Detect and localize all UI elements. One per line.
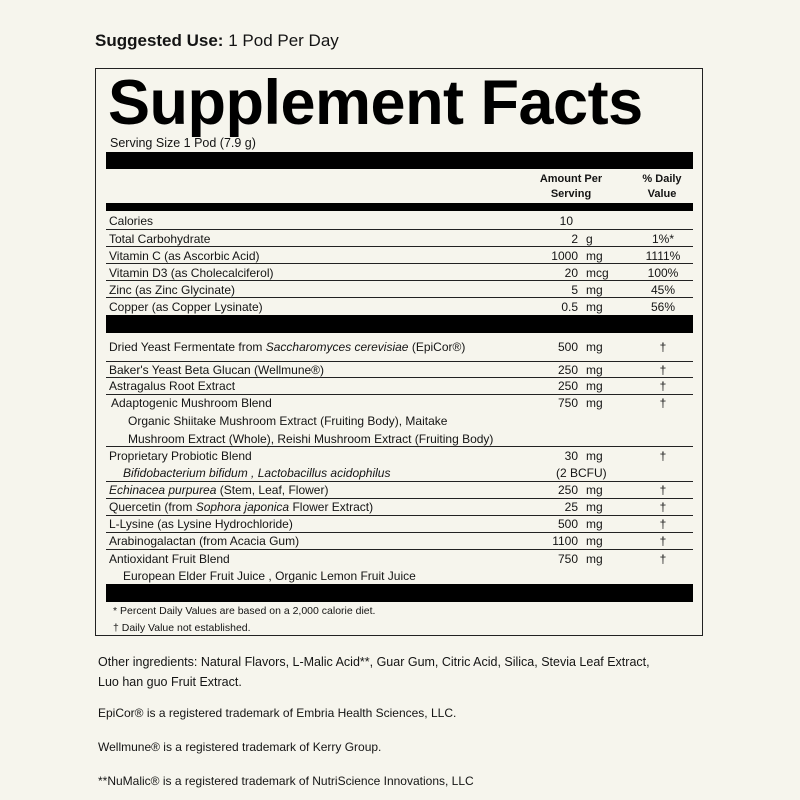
ingredient-row: [106, 549, 693, 583]
probiotic-cfu: (2 BCFU): [556, 466, 607, 480]
ingredient-unit: mg: [586, 363, 603, 377]
thick-divider: [106, 315, 693, 333]
ingredient-unit: mg: [586, 517, 603, 531]
nutrient-row: [106, 263, 693, 280]
nutrient-amount: 5: [571, 283, 578, 297]
nutrient-row: [106, 212, 693, 229]
ingredient-dv: †: [659, 500, 667, 514]
ingredient-row: [106, 377, 693, 394]
nutrient-dv: 1111%: [645, 249, 681, 263]
ingredient-row: [106, 481, 693, 498]
panel-title: Supplement Facts: [108, 68, 643, 138]
ingredient-row: [106, 515, 693, 532]
nutrient-name: Zinc (as Zinc Glycinate): [109, 283, 236, 297]
ingredient-source: Flower Extract): [289, 500, 374, 514]
footnote-dagger: † Daily Value not established.: [113, 622, 251, 634]
ingredient-amount: 250: [557, 363, 578, 377]
medium-divider: [106, 203, 693, 211]
nutrient-name: Copper (as Copper Lysinate): [109, 300, 263, 314]
ingredient-amount: 250: [557, 483, 578, 497]
ingredient-unit: mg: [586, 449, 603, 463]
nutrient-dv: 45%: [650, 283, 676, 297]
ingredient-amount: 1100: [552, 534, 578, 548]
ingredient-row: [106, 532, 693, 549]
ingredient-dv: †: [659, 396, 667, 410]
ingredient-name: L-Lysine (as Lysine Hydrochloride): [109, 517, 293, 531]
nutrient-amount: 10: [559, 214, 573, 228]
ingredient-amount: 750: [557, 396, 578, 410]
nutrient-dv: 56%: [650, 300, 676, 314]
nutrient-unit: mcg: [586, 266, 609, 280]
nutrient-row: [106, 229, 693, 246]
nutrient-name: Calories: [109, 214, 154, 228]
ingredient-dv: †: [659, 379, 667, 393]
trademark-wellmune: Wellmune® is a registered trademark of Kerry Group.: [98, 740, 382, 754]
ingredient-unit: mg: [586, 552, 603, 566]
trademark-numalic: **NuMalic® is a registered trademark of NutriScience Innovations, LLC: [98, 774, 474, 788]
ingredient-species: Sophora japonica: [195, 500, 290, 514]
trademark-epicor: EpiCor® is a registered trademark of Embria Health Sciences, LLC.: [98, 706, 457, 720]
ingredient-row: [106, 394, 693, 446]
suggested-use: [95, 31, 339, 51]
ingredient-species: Echinacea purpurea: [109, 483, 217, 497]
nutrient-unit: mg: [586, 300, 603, 314]
ingredient-unit: mg: [586, 340, 603, 354]
serving-size: Serving Size 1 Pod (7.9 g): [110, 136, 256, 150]
ingredient-name: Astragalus Root Extract: [109, 379, 236, 393]
header-dv-line2: Value: [647, 188, 677, 200]
nutrient-row: [106, 297, 693, 314]
ingredient-dv: †: [659, 483, 667, 497]
ingredient-name: Dried Yeast Fermentate from: [109, 340, 266, 354]
suggested-use-value: 1 Pod Per Day: [228, 31, 339, 50]
nutrient-unit: mg: [586, 249, 603, 263]
suggested-use-label: Suggested Use:: [95, 31, 224, 50]
ingredient-name: Proprietary Probiotic Blend: [109, 449, 252, 463]
thick-divider: [106, 152, 693, 169]
ingredient-name: Baker's Yeast Beta Glucan (Wellmune®): [109, 363, 325, 377]
nutrient-amount: 2: [571, 232, 578, 246]
nutrient-unit: g: [586, 232, 593, 246]
ingredient-dv: †: [659, 363, 667, 377]
ingredient-amount: 500: [557, 517, 578, 531]
ingredient-unit: mg: [586, 483, 603, 497]
nutrient-amount: 1000: [551, 249, 578, 263]
nutrient-dv: 100%: [647, 266, 679, 280]
ingredient-species: Saccharomyces cerevisiae: [265, 340, 409, 354]
ingredient-amount: 500: [557, 340, 578, 354]
nutrient-dv: 1%*: [651, 232, 674, 246]
ingredient-dv: †: [659, 340, 667, 354]
nutrient-amount: 0.5: [561, 300, 578, 314]
header-amount-line1: Amount Per: [539, 173, 603, 185]
ingredient-row: [106, 361, 693, 378]
daily-value-header: [631, 172, 693, 202]
nutrient-name: Vitamin C (as Ascorbic Acid): [109, 249, 260, 263]
other-ingredients: Other ingredients: Natural Flavors, L-Malic Acid**, Guar Gum, Citric Acid, Silica, Stevia Leaf Extract, Luo han guo Fruit Extract.: [98, 655, 650, 689]
ingredient-amount: 250: [557, 379, 578, 393]
ingredient-amount: 750: [557, 552, 578, 566]
ingredient-name: (Stem, Leaf, Flower): [216, 483, 329, 497]
ingredient-amount: 30: [564, 449, 578, 463]
ingredient-row: [106, 446, 693, 481]
blend-components: Organic Shiitake Mushroom Extract (Fruiting Body), Maitake: [128, 414, 448, 428]
ingredient-dv: †: [659, 449, 667, 463]
nutrient-name: Total Carbohydrate: [109, 232, 211, 246]
ingredient-dv: †: [659, 517, 667, 531]
ingredient-row: [106, 498, 693, 515]
blend-components: European Elder Fruit Juice , Organic Lemon Fruit Juice: [123, 569, 416, 583]
thick-divider: [106, 584, 693, 602]
ingredient-name: Quercetin (from: [109, 500, 196, 514]
ingredient-unit: mg: [586, 396, 603, 410]
header-amount-line2: Serving: [550, 188, 592, 200]
ingredient-unit: mg: [586, 500, 603, 514]
nutrient-row: [106, 246, 693, 263]
amount-per-serving-header: [531, 172, 611, 202]
ingredient-name: Antioxidant Fruit Blend: [109, 552, 230, 566]
ingredient-brand: (EpiCor®): [408, 340, 466, 354]
ingredient-unit: mg: [586, 379, 603, 393]
ingredient-dv: †: [659, 534, 667, 548]
nutrient-name: Vitamin D3 (as Cholecalciferol): [109, 266, 274, 280]
ingredient-name: Adaptogenic Mushroom Blend: [111, 396, 272, 410]
ingredient-row: [106, 336, 693, 361]
ingredient-unit: mg: [586, 534, 603, 548]
probiotic-strains: Bifidobacterium bifidum , Lactobacillus acidophilus: [123, 466, 391, 480]
nutrient-amount: 20: [564, 266, 578, 280]
nutrient-unit: mg: [586, 283, 603, 297]
ingredient-amount: 25: [564, 500, 578, 514]
ingredient-name: Arabinogalactan (from Acacia Gum): [109, 534, 300, 548]
blend-components: Mushroom Extract (Whole), Reishi Mushroom Extract (Fruiting Body): [128, 432, 494, 446]
ingredient-dv: †: [659, 552, 667, 566]
header-dv-line1: % Daily: [642, 173, 682, 185]
nutrient-row: [106, 280, 693, 297]
footnote-daily-values: * Percent Daily Values are based on a 2,000 calorie diet.: [113, 605, 376, 617]
